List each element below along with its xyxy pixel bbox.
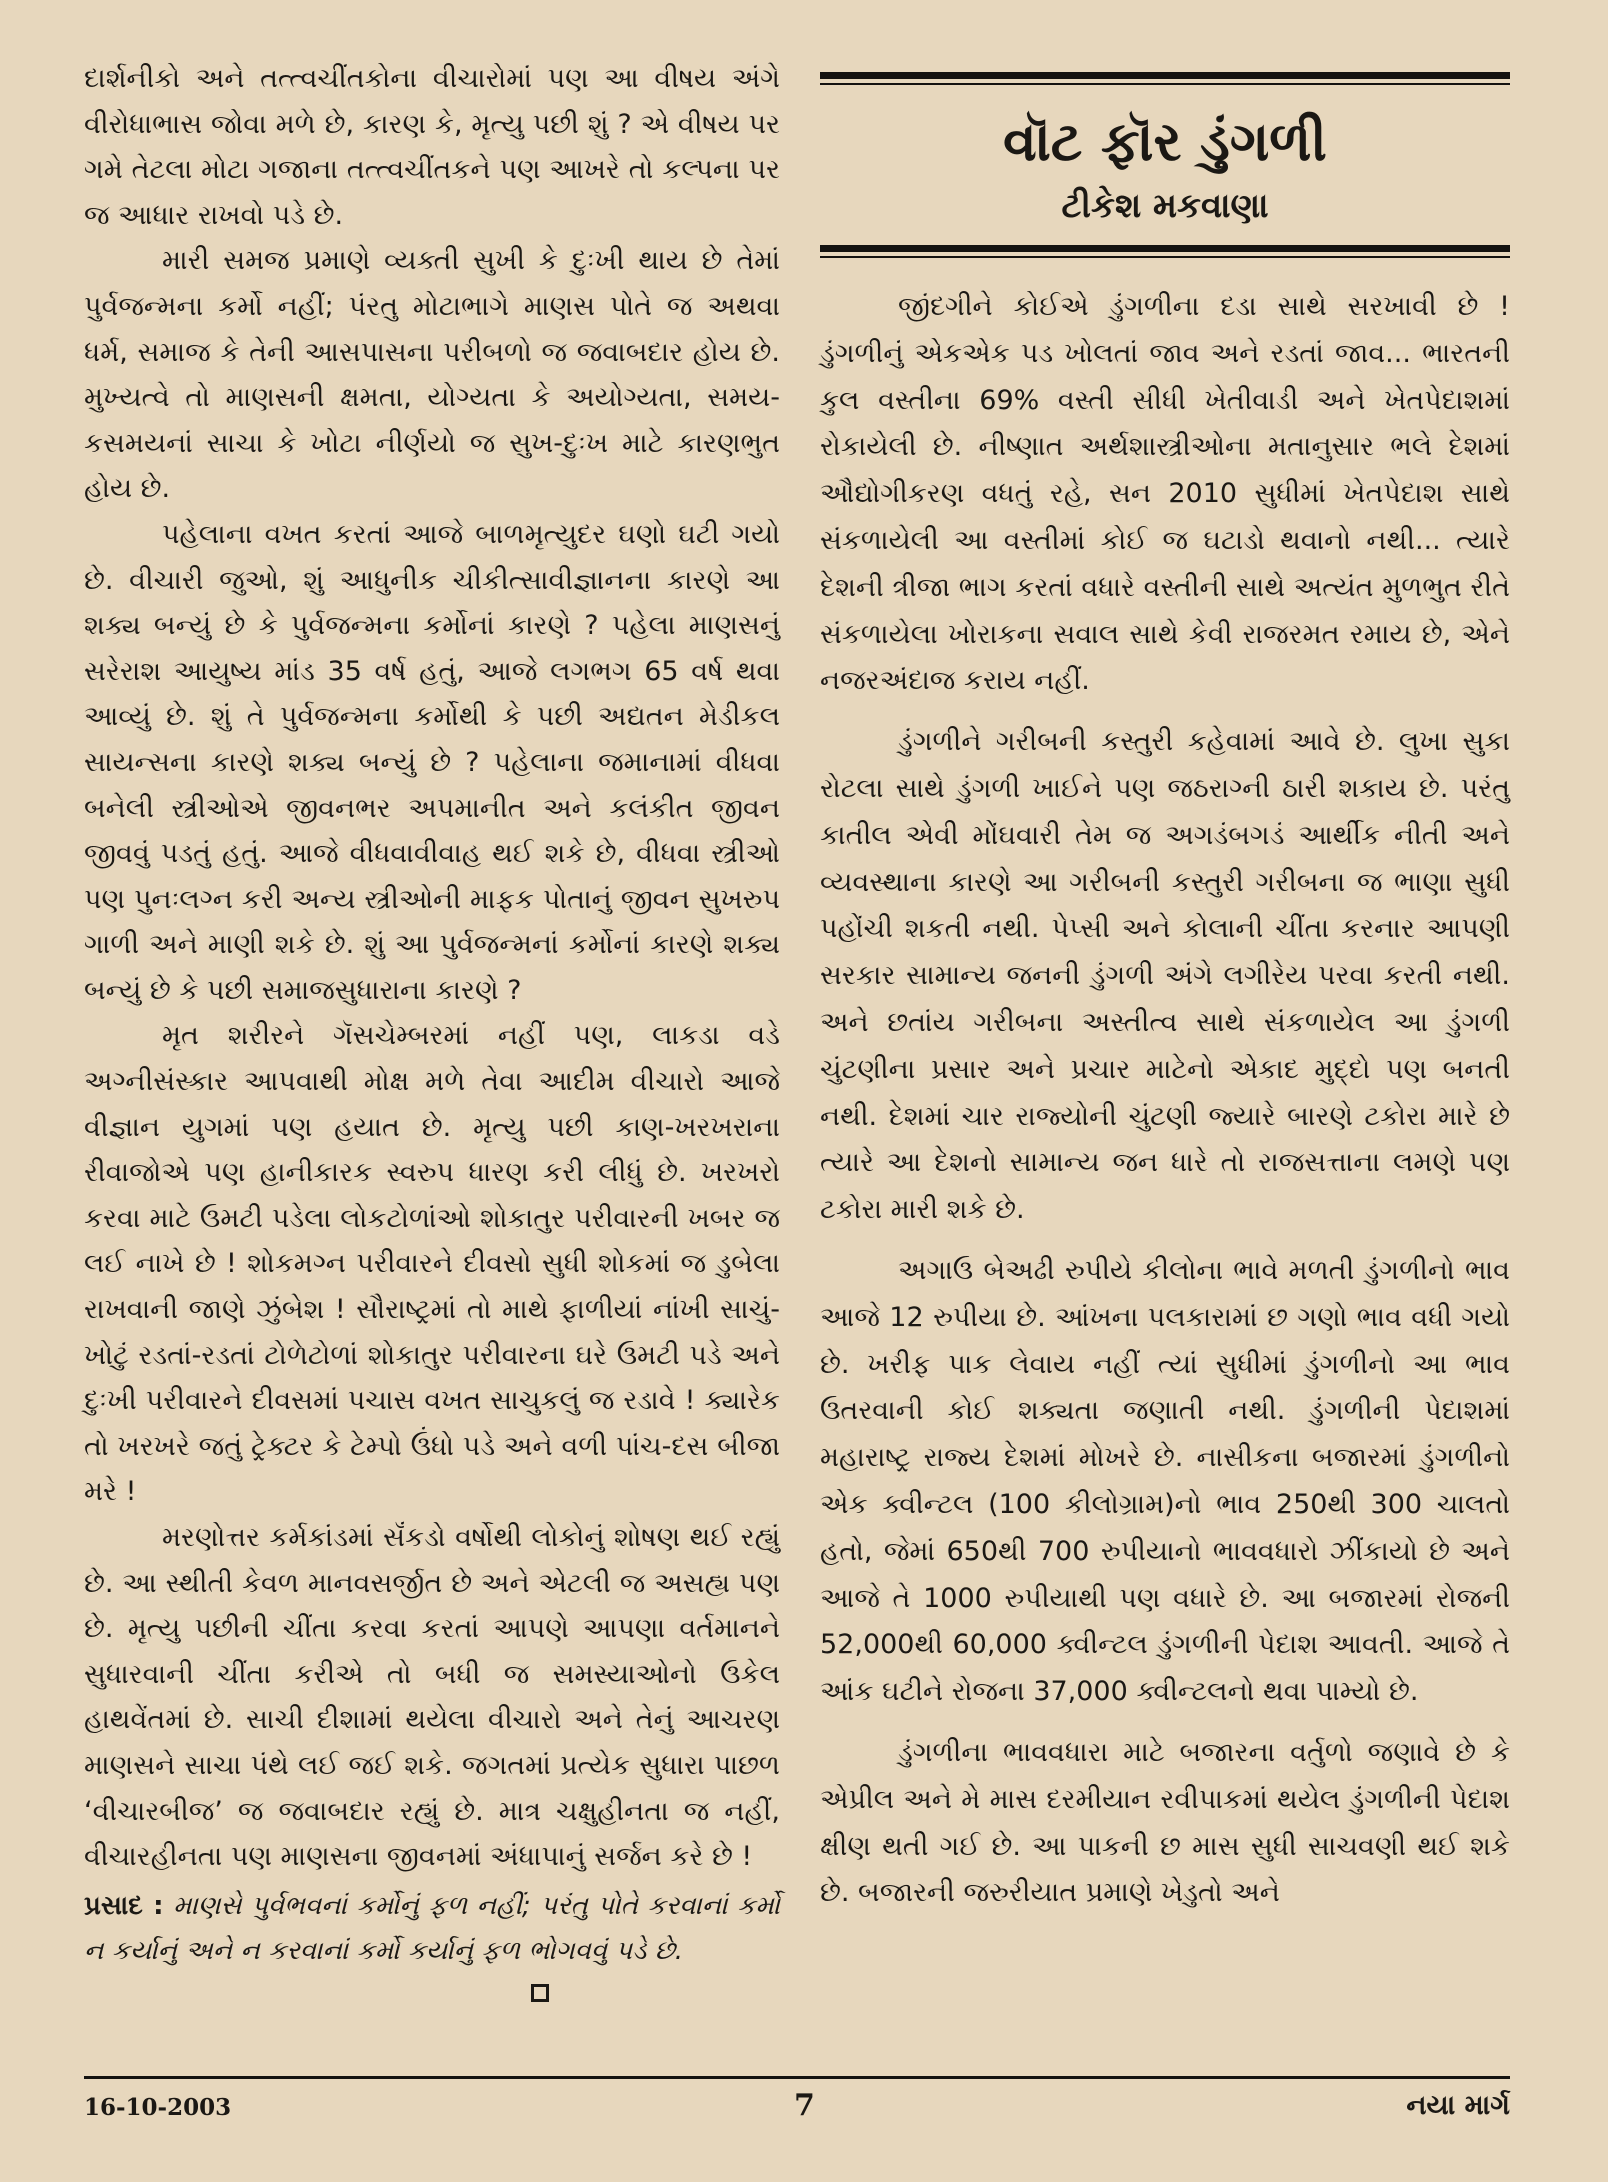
header-bottom-rule	[820, 245, 1510, 252]
prasad-text: માણસે પુર્વભવનાં કર્મોનું ફળ નહીં; પરંતુ પોતે કરવાનાં કર્મો ન કર્યાનું અને ન કરવાનાં કર્મો કર્યાનું ફળ ભોગવવું પડે છે.	[84, 1890, 781, 1966]
prasad-quote	[84, 1884, 780, 1974]
article-paragraph: મરણોત્તર કર્મકાંડમાં સૅંકડો વર્ષોથી લોકોનું શોષણ થઈ રહ્યું છે. આ સ્થીતી કેવળ માનવસર્જીત છે અને એટલી જ અસહ્ય પણ છે. મૃત્યુ પછીની ચીંતા કરવા કરતાં આપણે આપણા વર્તમાનને સુધારવાની ચીંતા કરીએ તો બધી જ સમસ્યાઓનો ઉકેલ હાથવેંતમાં છે. સાચી દીશામાં થયેલા વીચારો અને તેનું આચરણ માણસને સાચા પંથે લઈ જઈ શકે. જગતમાં પ્રત્યેક સુધારા પાછળ ‘વીચારબીજ’ જ જવાબદાર રહ્યું છે. માત્ર ચક્ષુહીનતા જ નહીં, વીચારહીનતા પણ માણસના જીવનમાં અંધાપાનું સર્જન કરે છે !	[84, 1522, 780, 1873]
article-title: વૉટ ફૉર ડુંગળી	[1003, 110, 1327, 173]
header-bottom-thin-rule	[820, 256, 1510, 258]
article-paragraph: દાર્શનીકો અને તત્ત્વચીંતકોના વીચારોમાં પણ આ વીષય અંગે વીરોધાભાસ જોવા મળે છે, કારણ કે, મૃત્યુ પછી શું ? એ વીષય પર ગમે તેટલા મોટા ગજાના તત્ત્વચીંતકને પણ આખરે તો કલ્પના પર જ આધાર રાખવો પડે છે.	[84, 63, 780, 231]
magazine-name: નયા માર્ગ	[1406, 2090, 1510, 2121]
end-of-article-square-icon	[531, 1984, 549, 2002]
article-paragraph: મારી સમજ પ્રમાણે વ્યક્તી સુખી કે દુઃખી થાય છે તેમાં પુર્વજન્મના કર્મો નહીં; પંરતુ મોટાભાગે માણસ પોતે જ અથવા ધર્મ, સમાજ કે તેની આસપાસના પરીબળો જ જવાબદાર હોય છે. મુખ્યત્વે તો માણસની ક્ષમતા, યોગ્યતા કે અયોગ્યતા, સમય-કસમયનાં સાચા કે ખોટા નીર્ણયો જ સુખ-દુઃખ માટે કારણભુત હોય છે.	[84, 245, 780, 505]
article-paragraph: અગાઉ બેઅઢી રુપીયે કીલોના ભાવે મળતી ડુંગળીનો ભાવ આજે 12 રુપીયા છે. આંખના પલકારામાં છ ગણો ભાવ વધી ગયો છે. ખરીફ પાક લેવાય નહીં ત્યાં સુધીમાં ડુંગળીનો આ ભાવ ઉતરવાની કોઈ શક્યતા જણાતી નથી. ડુંગળીની પેદાશમાં મહારાષ્ટ્ર રાજ્ય દેશમાં મોખરે છે. નાસીકના બજારમાં ડુંગળીનો એક ક્વીન્ટલ (100 કીલોગ્રામ)નો ભાવ 250થી 300 ચાલતો હતો, જેમાં 650થી 700 રુપીયાનો ભાવવધારો ઝીંકાયો છે અને આજે તે 1000 રુપીયાથી પણ વધારે છે. આ બજારમાં રોજની 52,000થી 60,000 ક્વીન્ટલ ડુંગળીની પેદાશ આવતી. આજે તે આંક ઘટીને રોજના 37,000 ક્વીન્ટલનો થવા પામ્યો છે.	[820, 1254, 1510, 1708]
prasad-label: પ્રસાદ :	[84, 1890, 164, 1921]
article-body	[820, 284, 1510, 1917]
article-paragraph: ડુંગળીને ગરીબની કસ્તુરી કહેવામાં આવે છે. લુખા સુકા રોટલા સાથે ડુંગળી ખાઈને પણ જઠરાગ્ની ઠારી શકાય છે. પરંતુ કાતીલ એવી મોંઘવારી તેમ જ અગડંબગડં આર્થીક નીતી અને વ્યવસ્થાના કારણે આ ગરીબની કસ્તુરી ગરીબના જ ભાણા સુધી પહોંચી શકતી નથી. પેપ્સી અને કોલાની ચીંતા કરનાર આપણી સરકાર સામાન્ય જનની ડુંગળી અંગે લગીરેય પરવા કરતી નથી. અને છતાંય ગરીબના અસ્તીત્વ સાથે સંકળાયેલ આ ડુંગળી ચુંટણીના પ્રસાર અને પ્રચાર માટેનો એકાદ મુદ્દો પણ બનતી નથી. દેશમાં ચાર રાજ્યોની ચુંટણી જ્યારે બારણે ટકોરા મારે છે ત્યારે આ દેશનો સામાન્ય જન ધારે તો રાજસત્તાના લમણે પણ ટકોરા મારી શકે છે.	[820, 726, 1510, 1226]
article-author: ટીકેશ મકવાણા	[1061, 186, 1269, 226]
article-paragraph: જીંદગીને કોઈએ ડુંગળીના દડા સાથે સરખાવી છે ! ડુંગળીનું એકએક પડ ખોલતાં જાવ અને રડતાં જાવ... ભારતની કુલ વસ્તીના 69% વસ્તી સીધી ખેતીવાડી અને ખેતપેદાશમાં રોકાયેલી છે. નીષ્ણાત અર્થશાસ્ત્રીઓના મતાનુસાર ભલે દેશમાં ઔદ્યોગીકરણ વધતું રહે, સન 2010 સુધીમાં ખેતપેદાશ સાથે સંકળાયેલી આ વસ્તીમાં કોઈ જ ઘટાડો થવાનો નથી... ત્યારે દેશની ત્રીજા ભાગ કરતાં વધારે વસ્તીની સાથે અત્યંત મુળભુત રીતે સંકળાયેલા ખોરાકના સવાલ સાથે કેવી રાજરમત રમાય છે, એને નજરઅંદાજ કરાય નહીં.	[820, 291, 1510, 697]
article-paragraph: પહેલાના વખત કરતાં આજે બાળમૃત્યુદર ઘણો ઘટી ગયો છે. વીચારી જુઓ, શું આધુનીક ચીકીત્સાવીજ્ઞાનના કારણે આ શક્ય બન્યું છે કે પુર્વજન્મના કર્મોનાં કારણે ? પહેલા માણસનું સરેરાશ આયુષ્ય માંડ 35 વર્ષ હતું, આજે લગભગ 65 વર્ષ થવા આવ્યું છે. શું તે પુર્વજન્મના કર્મોથી કે પછી અદ્યતન મેડીકલ સાયન્સના કારણે શક્ય બન્યું છે ? પહેલાના જમાનામાં વીધવા બનેલી સ્ત્રીઓએ જીવનભર અપમાનીત અને કલંકીત જીવન જીવવું પડતું હતું. આજે વીધવાવીવાહ થઈ શકે છે, વીધવા સ્ત્રીઓ પણ પુનઃલગ્ન કરી અન્ય સ્ત્રીઓની માફક પોતાનું જીવન સુખરુપ ગાળી અને માણી શકે છે. શું આ પુર્વજન્મનાં કર્મોનાં કારણે શક્ય બન્યું છે કે પછી સમાજસુધારાના કારણે ?	[84, 518, 780, 1006]
footer-rule	[84, 2076, 1510, 2079]
header-top-rule	[820, 72, 1510, 79]
page-footer	[84, 2084, 1510, 2134]
issue-date: 16-10-2003	[84, 2094, 232, 2121]
header-top-thin-rule	[820, 83, 1510, 85]
right-column-article	[820, 72, 1510, 1931]
article-paragraph: મૃત શરીરને ગૅસચેમ્બરમાં નહીં પણ, લાકડા વડે અગ્નીસંસ્કાર આપવાથી મોક્ષ મળે તેવા આદીમ વીચારો આજે વીજ્ઞાન યુગમાં પણ હયાત છે. મૃત્યુ પછી કાણ-ખરખરાના રીવાજોએ પણ હાનીકારક સ્વરુપ ધારણ કરી લીધું છે. ખરખરો કરવા માટે ઉમટી પડેલા લોકટોળાંઓ શોકાતુર પરીવારની ખબર જ લઈ નાખે છે ! શોકમગ્ન પરીવારને દીવસો સુધી શોકમાં જ ડુબેલા રાખવાની જાણે ઝુંબેશ ! સૌરાષ્ટ્રમાં તો માથે ફાળીયાં નાંખી સાચું-ખોટું રડતાં-રડતાં ટોળેટોળાં શોકાતુર પરીવારના ઘરે ઉમટી પડે અને દુઃખી પરીવારને દીવસમાં પચાસ વખત સાચુકલું જ રડાવે ! ક્યારેક તો ખરખરે જતું ટ્રેક્ટર કે ટેમ્પો ઉંધો પડે અને વળી પાંચ-દસ બીજા મરે !	[84, 1020, 780, 1508]
page-number: 7	[794, 2088, 815, 2123]
article-paragraph: ડુંગળીના ભાવવધારા માટે બજારના વર્તુળો જણાવે છે કે એપ્રીલ અને મે માસ દરમીયાન રવીપાકમાં થયેલ ડુંગળીની પેદાશ ક્ષીણ થતી ગઈ છે. આ પાકની છ માસ સુધી સાચવણી થઈ શકે છે. બજારની જરુરીયાત પ્રમાણે ખેડુતો અને	[820, 1736, 1510, 1909]
left-column-article	[84, 56, 780, 2002]
